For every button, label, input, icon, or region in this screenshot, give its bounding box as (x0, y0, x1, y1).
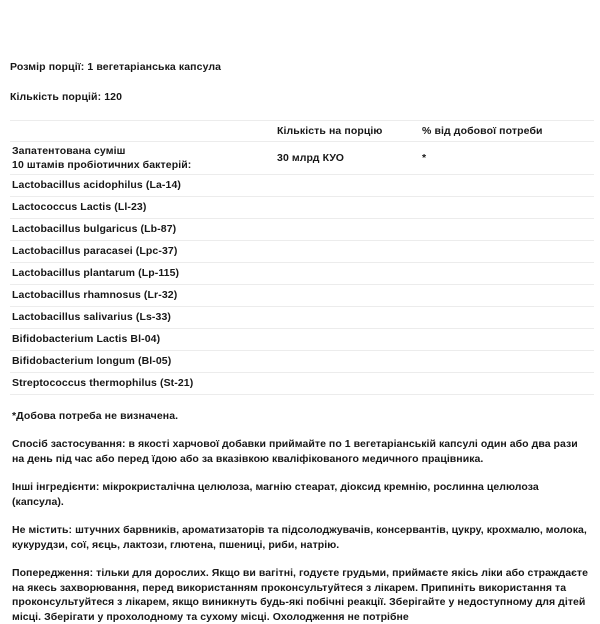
blend-amount-cell: 30 млрд КУО (277, 142, 422, 175)
table-row (10, 175, 594, 197)
strain-name: Lactobacillus bulgaricus (Lb-87) (10, 219, 594, 241)
strain-name: Lactobacillus acidophilus (La-14) (10, 175, 594, 197)
blend-name-cell (10, 142, 277, 175)
strain-name: Lactococcus Lactis (Ll-23) (10, 197, 594, 219)
table-row (10, 351, 594, 373)
strain-name: Lactobacillus rhamnosus (Lr-32) (10, 285, 594, 307)
table-row (10, 285, 594, 307)
supplement-facts-table (10, 120, 594, 395)
table-row (10, 241, 594, 263)
strain-name: Lactobacillus plantarum (Lp-115) (10, 263, 594, 285)
blend-name-line-2: 10 штамів пробіотичних бактерій: (12, 159, 192, 171)
daily-value-footnote: *Добова потреба не визначена. (12, 410, 179, 422)
free-from-paragraph: Не містить: штучних барвників, ароматизаторів та підсолоджувачів, консервантів, цукру, крохмалю, молока, кукурудзи, сої, яєць, лактози, глютена, пшениці, риби, натрію. (12, 524, 587, 551)
table-row (10, 307, 594, 329)
serving-size-line: Розмір порції: 1 вегетаріанська капсула (10, 61, 222, 73)
table-row (10, 197, 594, 219)
strain-name: Lactobacillus salivarius (Ls-33) (10, 307, 594, 329)
table-header-row (10, 121, 594, 142)
table-row (10, 373, 594, 395)
directions-paragraph: Спосіб застосування: в якості харчової добавки приймайте по 1 вегетаріанській капсулі один або два рази на день під час або перед їдою або за вказівкою кваліфікованого медичного працівника. (12, 438, 578, 465)
strain-name: Bifidobacterium Lactis Bl-04) (10, 329, 594, 351)
table-row (10, 219, 594, 241)
blend-name-line-1: Запатентована суміш (12, 145, 126, 157)
table-row-proprietary-blend (10, 142, 594, 175)
table-row (10, 329, 594, 351)
column-header-daily-value: % від добової потреби (422, 121, 594, 142)
column-header-amount-per-serving: Кількість на порцію (277, 121, 422, 142)
strain-name: Streptococcus thermophilus (St-21) (10, 373, 594, 395)
strain-name: Bifidobacterium longum (Bl-05) (10, 351, 594, 373)
warning-paragraph: Попередження: тільки для дорослих. Якщо ви вагітні, годуєте грудьми, приймаєте якісь ліки або страждаєте на якесь захворювання, перед використанням проконсультуйтеся з лікарем. Припиніть використання та проконсультуйтеся з лікарем, якщо виникнуть будь-які побічні реакції. Зберігайте у недоступному для дітей місці. Зберігати у прохолодному та сухому місці. Охолодження не потрібне (12, 567, 589, 623)
servings-per-container-line: Кількість порцій: 120 (10, 91, 123, 103)
blend-daily-value-cell: * (422, 142, 594, 175)
table-row (10, 263, 594, 285)
other-ingredients-paragraph: Інші інгредієнти: мікрокристалічна целюлоза, магнію стеарат, діоксид кремнію, рослинна целюлоза (капсула). (12, 481, 539, 508)
column-header-nutrient (10, 121, 277, 142)
strain-name: Lactobacillus paracasei (Lpc-37) (10, 241, 594, 263)
